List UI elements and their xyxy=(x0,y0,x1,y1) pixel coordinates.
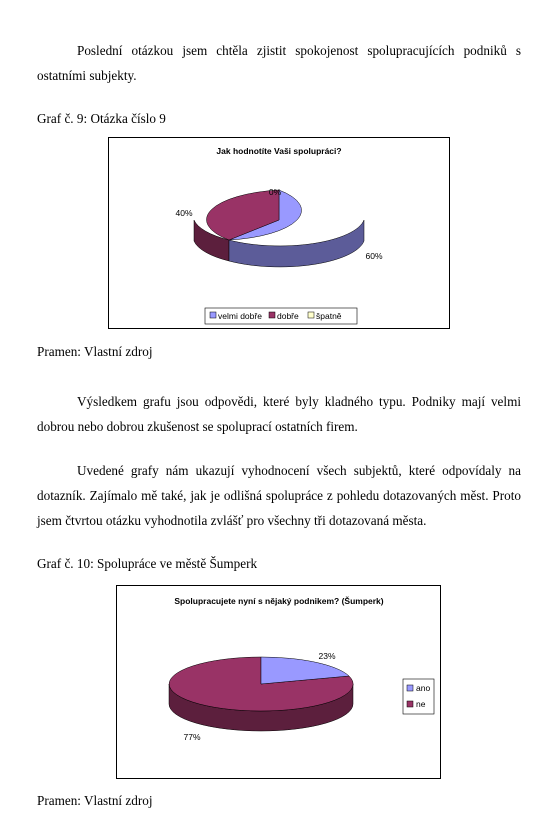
chart-10-legend xyxy=(403,679,434,714)
legend-swatch-ne xyxy=(407,701,413,707)
chart-9-legend xyxy=(205,308,357,324)
source-chart-10: Pramen: Vlastní zdroj xyxy=(37,793,153,808)
chart-9 xyxy=(108,137,450,329)
chart-10-label-77pct: 77% xyxy=(183,732,201,742)
legend-swatch-spatne xyxy=(308,312,314,318)
legend-swatch-ano xyxy=(407,685,413,691)
chart-9-svg xyxy=(109,138,449,328)
chart-10 xyxy=(116,585,441,779)
caption-graf-10: Graf č. 10: Spolupráce ve městě Šumperk xyxy=(37,556,258,571)
chart-10-title: Spolupracujete nyní s nějaký podnikem? (Šumperk) xyxy=(174,596,384,606)
legend-swatch-dobre xyxy=(269,312,275,318)
caption-graf-9: Graf č. 9: Otázka číslo 9 xyxy=(37,111,166,126)
legend-label-ne: ne xyxy=(416,699,426,709)
legend-swatch-velmi-dobre xyxy=(210,312,216,318)
chart-9-title: Jak hodnotíte Vaši spolupráci? xyxy=(216,146,342,156)
paragraph-result: Výsledkem grafu jsou odpovědi, které byly kladného typu. Podniky mají velmi dobrou nebo dobrou zkušenost se spoluprací ostatních firem. xyxy=(37,394,521,434)
chart-9-label-0pct: 0% xyxy=(268,187,282,197)
chart-10-svg xyxy=(117,586,440,778)
paragraph-intro: Poslední otázkou jsem chtěla zjistit spokojenost spolupracujících podniků s ostatními subjekty. xyxy=(37,43,521,83)
chart-9-label-40pct: 40% xyxy=(175,208,193,218)
legend-label-spatne: špatně xyxy=(316,311,342,321)
chart-10-label-23pct: 23% xyxy=(318,651,336,661)
paragraph-cities: Uvedené grafy nám ukazují vyhodnocení všech subjektů, které odpovídaly na dotazník. Zajímalo mě také, jak je odlišná spolupráce z pohledu dotazovaných měst. Proto jsem čtvrtou otázku vyhodnotila zvlášť pro všechny tři dotazovaná města. xyxy=(37,463,521,528)
chart-9-label-60pct: 60% xyxy=(365,251,383,261)
source-chart-9: Pramen: Vlastní zdroj xyxy=(37,344,153,359)
legend-label-dobre: dobře xyxy=(277,311,299,321)
legend-label-ano: ano xyxy=(416,683,431,693)
legend-label-velmi-dobre: velmi dobře xyxy=(218,311,262,321)
